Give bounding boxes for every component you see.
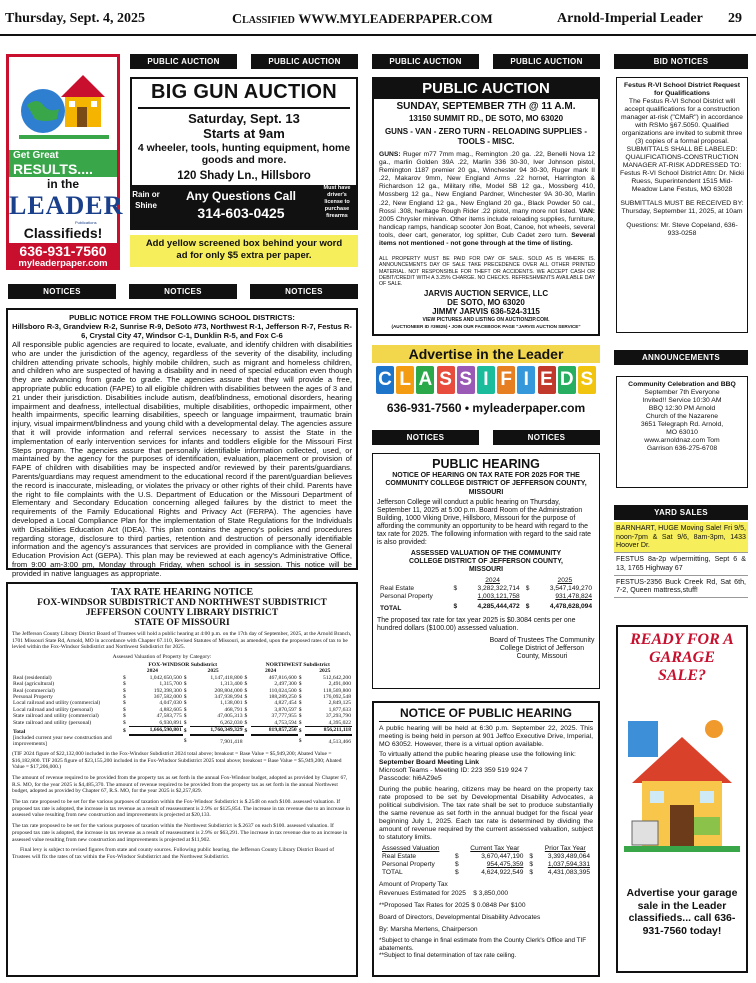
- garage-sale-ad: [616, 625, 748, 973]
- big-gun-questions: Any Questions Call: [185, 189, 297, 203]
- dda-revenue: Revenues Estimated for 2025 $ 3,850,000: [379, 890, 509, 898]
- promo-publications: Publications: [75, 220, 97, 225]
- big-gun-address: 120 Shady Ln., Hillsboro: [177, 170, 311, 182]
- classifieds-letter: L: [396, 366, 414, 394]
- yard-sale-item: BARNHART, HUGE Moving Sale! Fri 9/5, noon-7pm & Sat 9/6, 8am-3pm, 1433 Hoover Dr.: [614, 522, 748, 553]
- school-notice-districts: Hillsboro R-3, Grandview R-2, Sunrise R-9, DeSoto #73, Northwest R-1, Jefferson R-7, Festus R-6, Crystal City 47, Windsor C-1, Dunklin R-5, and Fox C-6: [12, 322, 352, 340]
- classifieds-letter: F: [497, 366, 515, 394]
- tax-notice-intro: The Jefferson County Library District Board of Trustees will hold a public hearing at 4:00 p.m. on the 17th day of September, 2025, at the Arnold Branch, 1701 Missouri State Rd, Arnold, MO in accordance with Chapter 67.110, Revised Statutes of Missouri, as amended, upon the proposed rates of tax to be levied within the Fox-Windsor Subdistrict and Northwest Subdistrict for 2025.: [12, 631, 352, 651]
- jarvis-title: PUBLIC AUCTION: [374, 79, 598, 99]
- classifieds-letter: S: [457, 366, 475, 394]
- garage-house-icon: [624, 713, 740, 861]
- announcement-title: Community Celebration and BBQ: [628, 381, 736, 388]
- valuation-row: Personal Property $ 367,582,000 $ 347,938,994 $ 188,289,250 $ 176,092,548: [13, 693, 351, 700]
- classifieds-letter: S: [437, 366, 455, 394]
- header-paper: Arnold-Imperial Leader: [557, 11, 703, 26]
- jarvis-pictures: VIEW PICTURES AND LISTING ON AUCTIONZIP.COM.: [422, 317, 550, 323]
- advertise-phone: 636-931-7560 • myleaderpaper.com: [386, 401, 586, 415]
- college-valuation-row: Personal Property 1,003,121,758 931,478,824: [380, 592, 592, 600]
- classifieds-letter: S: [578, 366, 596, 394]
- section-bar-notices: NOTICES: [493, 430, 600, 445]
- dda-footnote-1: *Subject to change in final estimate from the County Clerk's Office and TIF abatements.: [379, 937, 587, 952]
- school-notice-title: PUBLIC NOTICE FROM THE FOLLOWING SCHOOL DISTRICTS:: [69, 313, 295, 322]
- year-header: 2025: [319, 668, 331, 675]
- promo-classifieds: Classifieds!: [23, 225, 103, 241]
- classifieds-letter: A: [416, 366, 434, 394]
- college-valuation-row: Real Estate $ 3,282,322,714 $ 3,547,149,270: [380, 584, 592, 592]
- header-section: [232, 11, 493, 28]
- nw-header: NORTHWEST Subdistrict: [265, 661, 330, 668]
- section-bar-public-auction: PUBLIC AUCTION: [251, 54, 358, 69]
- announcement-body: September 7th Everyone Invited!! Service 10:30 AM BBQ 12:30 PM Arnold Church of the Nazarene 3651 Telegraph Rd. Arnold, MO 63010 www.arnoldnaz.com Tom Garrison 636-275-6708: [640, 389, 724, 452]
- valuation-table: [12, 662, 352, 748]
- jarvis-contact: JIMMY JARVIS 636-524-3115: [432, 307, 540, 316]
- big-gun-time: Starts at 9am: [203, 126, 285, 141]
- header-section-label: Classified: [232, 12, 295, 27]
- section-bar-announcements: ANNOUNCEMENTS: [614, 350, 748, 365]
- dda-hearing-link-intro: To virtually attend the public hearing please use the following link:: [379, 751, 576, 758]
- section-bar-public-auction: PUBLIC AUCTION: [130, 54, 237, 69]
- section-bar-notices: NOTICES: [372, 430, 479, 445]
- section-bar-public-auction: PUBLIC AUCTION: [493, 54, 600, 69]
- jarvis-auctioneer: (AUCTIONEER ID #39825) • JOIN OUR FACEBOOK PAGE "JARVIS AUCTION SERVICE": [391, 324, 581, 329]
- yellow-box-promo: Add yellow screened box behind your word ad for only $5 extra per paper.: [130, 235, 358, 267]
- big-gun-items: 4 wheeler, tools, hunting equipment, home goods and more.: [137, 142, 351, 166]
- bid-notice-title: Festus R-VI School District Request for Qualifications: [624, 82, 740, 97]
- dda-hearing-body: During the public hearing, citizens may be heard on the property tax rate proposed to be set by Developmental Disability Advocates, a political subdivision. The tax rate shall be set to produce substantially the same revenue as set forth in the annual budget for the fiscal year beginning July 1, 2025. Each tax rate is determined by dividing the amount of revenue required by the current assessed valuation, subject to statutory limits.: [379, 786, 593, 841]
- valuation-row: State railroad and utility (commercial) $ 47,583,775 $ 47,005,313 $ 37,777,955 $ 37,293,790: [13, 713, 351, 720]
- house-globe-icon: [13, 61, 113, 145]
- tax-notice-state: STATE OF MISSOURI: [134, 618, 230, 628]
- year-header: 2025: [207, 668, 219, 675]
- valuation-row: Real (commercial) $ 192,398,300 $ 208,804,000 $ 110,024,500 $ 118,569,800: [13, 687, 351, 694]
- promo-url: myleaderpaper.com: [9, 259, 117, 270]
- yard-sale-list: [614, 522, 748, 598]
- dda-valuation-row: Real Estate $ 3,670,447,190 $ 3,393,489,064: [382, 852, 590, 860]
- year-header: 2024: [265, 668, 277, 675]
- advertise-line: Advertise in the Leader: [372, 345, 600, 363]
- classifieds-letter: C: [376, 366, 394, 394]
- bid-notice-festus: [616, 77, 748, 333]
- valuation-row: Real (agricultural) $ 1,315,700 $ 1,313,400 $ 2,497,300 $ 2,491,000: [13, 681, 351, 688]
- bid-notice-contact: Questions: Mr. Steve Copeland, 636-933-0258: [626, 222, 738, 237]
- valuation-rows: [12, 675, 352, 727]
- tax-rate-hearing-notice: [6, 582, 358, 977]
- jarvis-address: 13150 SUMMIT RD., DE SOTO, MO 63020: [408, 114, 564, 123]
- school-notice-body: All responsible public agencies are required to locate, evaluate, and identify children with disabilities who are under the jurisdiction of the agency, regardless of the severity of the disability, including children attending private schools, highly mobile children, such as migrant and homeless children, and children who are suspected of having a disability and in need of special education even though they are advancing from grade to grade. The agencies assure that they will provide a free, appropriate public education (FAPE) to all eligible children with disabilities between the ages of 3 and 21 under their jurisdiction. Disabilities include autism, deaf/blindness, emotional disorders, hearing impairment and deafness, intellectual disabilities, multiple disabilities, orthopedic impairment, other health impairments, specific learning disabilities, speech or language impairment, traumatic brain injury, visual impairment/blindness and young child with a developmental delay. The agencies assure that it will provide information and referral services necessary to assist the State in the implementation of early intervention services for infants and toddlers eligible for the Missouri First Steps program. The agencies assure that personally identifiable information collected, used, or maintained by the agency for the purposes of identification, evaluation, placement or provision of FAPE of children with disabilities may be inspected and/or reviewed by their parents/guardians. Parents/guardians may request amendment to the educational record if the parent/guardian believes the record is inaccurate, misleading, or violates the privacy or other rights of their child. Parents have the right to file complaints with the U.S. Department of Education or the Missouri Department of Elementary and Secondary Education concerning alleged failures by the district to meet the requirements of the Family Educational Rights and Privacy Act (FERPA). The agencies have developed a Local Compliance Plan for the implementation of State Regulations for the Individuals with Disabilities Education Act (IDEA). This plan contains the agency's policies and procedures regarding storage, disclosure to third parties, retention and destruction of personally identifiable information and the agency's assurances that services are provided in compliance with the General Education Provision Act (GEPA). This plan may be reviewed at each agency's Administrative Office, from 9:00 am-3:00 pm, Monday through Friday, when school is in session. This notice will be provided in native languages as appropriate.: [12, 340, 352, 578]
- jarvis-service: JARVIS AUCTION SERVICE, LLC: [423, 289, 549, 298]
- leader-promo-ad: [6, 54, 124, 270]
- classifieds-letter: I: [477, 366, 495, 394]
- college-tax-rate: The proposed tax rate for tax year 2025 is $0.3084 cents per one hundred dollars ($100.00) assessed valuation.: [377, 616, 576, 632]
- dda-proposed-rate: **Proposed Tax Rates for 2025 $ 0.0848 Per $100: [379, 902, 526, 910]
- dda-valuation-table: Assessed Valuation Current Tax Year Prior Tax Year Real Estate $ 3,670,447,190 $ 3,393,489,064 Personal Property $ 954,475,359 $ 1,037,594,331 TOTAL $ 4,624,922,549 $ 4,431,083,395: [379, 845, 593, 877]
- classifieds-letters: [376, 366, 596, 396]
- promo-results: RESULTS....: [9, 161, 117, 177]
- announcement-bbq: [616, 376, 748, 488]
- header-site: WWW.MYLEADERPAPER.COM: [298, 11, 493, 26]
- college-signature: Board of Trustees The Community College District of Jefferson County, Missouri: [489, 636, 595, 660]
- big-gun-rain-or-shine: Rain or Shine: [132, 190, 160, 210]
- section-bar-notices: NOTICES: [129, 284, 237, 299]
- dda-passcode: Passcode: hi6AZ9e5: [379, 775, 442, 782]
- garage-cta: Advertise your garage sale in the Leader classifieds... call 636-931-7560 today!: [626, 887, 738, 937]
- dda-valuation-row: TOTAL $ 4,624,922,549 $ 4,431,083,395: [382, 868, 590, 876]
- dda-chairperson: By: Marsha Mertens, Chairperson: [379, 925, 478, 933]
- bid-notice-body: The Festus R-VI School District will accept qualifications for a construction manager at-risk ("CMaR") in accordance with RSMo §67.5050. Qualified organizations are invited to submit three (3) copies of a formal proposal. SUBMITTALS SHALL BE LABELED: QUALIFICATIONS-CONSTRUCTION MANAGER AT-RISK ADDRESSED TO: Festus R-VI School District Attn: Dr. Nicki Ruess, Superintendent 1515 Mid-Meadow Lane Festus, MO 63028: [620, 98, 744, 193]
- big-gun-phone: 314-603-0425: [197, 205, 285, 221]
- big-gun-title: BIG GUN AUCTION: [151, 81, 337, 103]
- valuation-total-row: Total $ 1,666,590,801 $ 1,760,349,329 $ 819,857,250 $ 856,211,118: [13, 727, 351, 735]
- classifieds-letter: I: [517, 366, 535, 394]
- header-page-number: 29: [728, 11, 742, 26]
- school-district-notice: [6, 308, 358, 578]
- jarvis-listing: GUNS: Ruger m77 7mm mag., Remington .20 ga. .22, Benelli Nova 12 ga., marlin Golden 39A .22, Marlin 336 30-30, Iver Johnson pistol, Remington 1187 premier 20 ga., Winchester 94 30-30, Ruger mark II .22, Makarov 9mm, New England Arms .22 hornet, Harrington & Richardson 12 ga., Military rifle, Model SB 12 ga., Mossberg 410, Mossberg 12 ga., New England Pardner, Winchester 9A 30-30, Marlin .22, New England 12 ga., New England 20 ga., Black Powder 50 cal., Rossi .308, heritage Rough Rider .22 pistol, many more not listed. VAN: 2005 Chrysler minivan. Other items include reloading supplies, furniture, handicap ramps, handicap scooter Jon Boat, Canoe, hot wheels, several tools, deer cart, generator, log splitter, Cub Cadet zero turn. Several items not mentioned - not gone through at the time of listing.: [379, 151, 596, 248]
- college-valuation-table: 2024 2025 Real Estate $ 3,282,322,714 $ 3,547,149,270 Personal Property 1,003,121,758 931,478,824 TOTAL $ 4,285,444,472 $ 4,478,628,094: [377, 577, 595, 613]
- college-valuation-total: TOTAL $ 4,285,444,472 $ 4,478,628,094: [380, 602, 592, 612]
- yard-sale-item: FESTUS-2356 Buck Creek Rd, Sat 6th, 7-2, Queen mattress,stuff!: [614, 576, 748, 598]
- dda-amount-label: Amount of Property Tax: [379, 880, 448, 888]
- big-gun-auction-ad: [130, 77, 358, 230]
- big-gun-license-note: Must have driver's license to purchase firearms: [323, 185, 351, 219]
- section-bar-public-auction: PUBLIC AUCTION: [372, 54, 479, 69]
- page-header: [0, 6, 756, 36]
- jarvis-city: DE SOTO, MO 63020: [447, 298, 525, 307]
- jarvis-date: SUNDAY, SEPTEMBER 7TH @ 11 A.M.: [396, 101, 576, 112]
- tax-notice-caption: Assessed Valuation of Property by Category:: [112, 654, 212, 661]
- yard-sale-item: FESTUS 8a-2p w/permitting, Sept 6 & 13, 1765 Highway 67: [614, 553, 748, 575]
- dda-public-hearing-notice: [372, 701, 600, 977]
- dda-valuation-row: Personal Property $ 954,475,359 $ 1,037,594,331: [382, 860, 590, 868]
- advertise-classifieds-ad: [372, 345, 600, 419]
- bid-notice-deadline: SUBMITTALS MUST BE RECEIVED BY: Thursday, September 11, 2025, at 10am: [620, 200, 744, 215]
- tax-para-1: The amount of revenue required to be provided from the property tax as set forth in the annual Fox-Windsor budget, adopted as provided by Chapter 67, R.S. MO, for the year 2025 is $4,485,370. The amount of revenue required to be provided from the property tax as set forth in the annual Northwest budget, adopted as provided by Chapter 67, R.S. MO, for the year 2025 is $2,257,829.: [12, 774, 348, 795]
- tif-note: (TIF 2024 figure of $22,132,000 included in the Fox-Windsor Subdistrict 2024 total above; breakout = Base Value = $5,949,200; Abated Value = $16,182,800. TIF 2025 figure of $23,155,200 included in the Fox-Windsor Subdistrict 2025 total above; breakout = Base Value = $5,949,200; Abated Value = $17,206,000.): [12, 750, 342, 771]
- dda-teams-meeting-id: Microsoft Teams - Meeting ID: 223 359 519 924 7: [379, 767, 528, 774]
- section-bar-yard-sales: YARD SALES: [614, 505, 748, 520]
- jarvis-auction-ad: [372, 77, 600, 336]
- college-hearing-body: Jefferson College will conduct a public hearing on Thursday, September 11, 2025 at 5:00 p.m. Board Room of the Administration Building, 1000 Viking Drive, Hillsboro, Missouri for the purpose of affording the community an opportunity to be heard with regard to the tax rate for 2025. The following information with regard to the said rate is also provided:: [377, 498, 591, 546]
- valuation-row: State railroad and utility (personal) $ 6,930,891 $ 6,262,030 $ 4,753,594 $ 4,395,022: [13, 719, 351, 726]
- tax-notice-title: TAX RATE HEARING NOTICE: [110, 587, 254, 598]
- valuation-row: Local railroad and utility (personal) $ 4,882,605 $ 468,791 $ 3,870,597 $ 1,877,633: [13, 706, 351, 713]
- valuation-row: Real (residential) $ 1,042,650,500 $ 1,147,418,800 $ 467,816,600 $ 512,642,200: [13, 674, 351, 681]
- dda-meeting-link[interactable]: September Board Meeting Link: [379, 759, 480, 766]
- tax-notice-subtitle: FOX-WINDSOR SUBDISTRICT AND NORTHWEST SUBDISTRICT: [37, 598, 327, 608]
- dda-hearing-intro: A public hearing will be held at 6:30 p.m. September 22, 2025. This meeting is being held in person at 901 Jeffco Executive Drive, Imperial, MO 63052. However, there is a virtual option available.: [379, 725, 593, 748]
- dda-footnote-2: **Subject to final determination of tax rate ceiling.: [379, 952, 517, 960]
- jarvis-terms: ALL PROPERTY MUST BE PAID FOR DAY OF SALE. SOLD AS IS WHERE IS. ANNOUNCEMENTS DAY OF SALE TAKE PRECEDENCE OVER ALL OTHER PRINTED MATERIAL. NOT RESPONSIBLE FOR THEFT OR ACCIDENTS. WE ACCEPT CASH OR DEBIT/CREDIT WITH A 3.25% CHARGE. NO CHECKS. REFRESHMENTS AVAILABLE DAY OF SALE.: [379, 256, 595, 288]
- valuation-new-construction-row: [included current year new construction and improvements] $ 7,901,418 $ 4,513,466: [13, 734, 351, 748]
- classifieds-letter: E: [538, 366, 556, 394]
- promo-in-the: in the: [47, 177, 79, 191]
- tax-para-4: Final levy is subject to revised figures from state and county sources. Following public hearing, the Jefferson County Library District Board of Trustees will fix the rates of tax within the Fox-Windsor Subdistrict and the Northwest Subdistrict.: [12, 847, 335, 860]
- fw-header: FOX-WINDSOR Subdistrict: [148, 661, 218, 668]
- garage-title: READY FOR A GARAGE SALE?: [630, 631, 734, 684]
- jarvis-categories: GUNS - VAN - ZERO TURN - RELOADING SUPPLIES - TOOLS - MISC.: [384, 127, 588, 146]
- tax-para-2: The tax rate proposed to be set for the various purposes of taxation within the Fox-Windsor Subdistrict is $.2548 on each $100. assessed valuation. If proposed tax rate is adopted, the increase in tax revenue as a result of reassessment is 2.9% or $125,854. The increase in tax revenue due to an increase in assessed value resulting from new construction and improvements is projected at $20,133.: [12, 799, 351, 819]
- big-gun-date: Saturday, Sept. 13: [188, 111, 300, 126]
- promo-get-great: Get Great: [9, 150, 117, 161]
- tax-para-3: The tax rate proposed to be set for the various purposes of taxation within the Northwest Subdistrict is $.2637 on each $100. assessed valuation. If proposed tax rate is adopted, the increase in tax revenue as a result of reassessment is 2.9% or $63,291. The increase in tax revenue due to an increase in assessed value resulting from new construction and improvements is projected at $11,902.: [12, 823, 348, 843]
- classifieds-letter: D: [558, 366, 576, 394]
- header-date: Thursday, Sept. 4, 2025: [5, 11, 146, 26]
- dda-hearing-title: NOTICE OF PUBLIC HEARING: [379, 706, 593, 722]
- year-header: 2024: [146, 668, 158, 675]
- section-bar-notices: NOTICES: [250, 284, 358, 299]
- college-hearing-subtitle: NOTICE OF HEARING ON TAX RATE FOR 2025 FOR THE COMMUNITY COLLEGE DISTRICT OF JEFFERSON COUNTY, MISSOURI: [385, 472, 587, 496]
- promo-leader-logo: LEADER: [9, 191, 124, 220]
- dda-board: Board of Directors, Developmental Disability Advocates: [379, 913, 541, 921]
- section-bar-bid-notices: BID NOTICES: [614, 54, 748, 69]
- college-hearing-title: PUBLIC HEARING: [432, 457, 540, 471]
- college-public-hearing-notice: [372, 453, 600, 689]
- promo-phone: 636-931-7560: [9, 243, 117, 259]
- tax-notice-district: JEFFERSON COUNTY LIBRARY DISTRICT: [85, 608, 279, 618]
- section-bar-notices: NOTICES: [8, 284, 116, 299]
- college-av-title: ASSESSED VALUATION OF THE COMMUNITY COLLEGE DISTRICT OF JEFFERSON COUNTY, MISSOURI: [409, 549, 563, 573]
- valuation-row: Local railroad and utility (commercial) $ 4,047,030 $ 1,138,001 $ 4,827,454 $ 2,849,125: [13, 700, 351, 707]
